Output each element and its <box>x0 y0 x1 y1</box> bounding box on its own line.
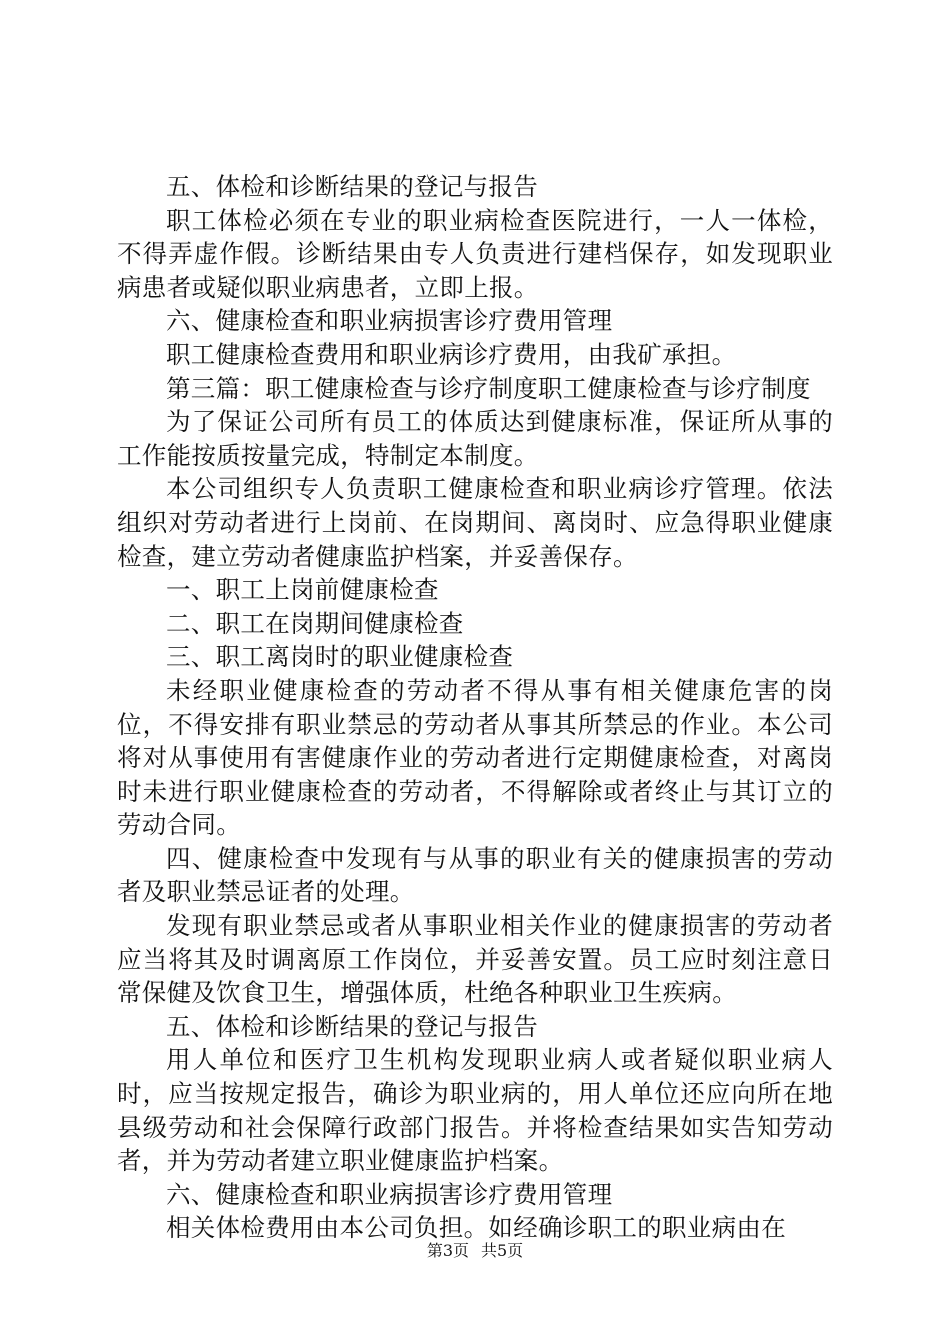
page-footer <box>0 1241 950 1261</box>
heading-one-pre-job: 一、职工上岗前健康检查 <box>166 575 439 605</box>
paragraph-reporting: 用人单位和医疗卫生机构发现职业病人或者疑似职业病人时，应当按规定报告，确诊为职业病的，用人单位还应向所在地县级劳动和社会保障行政部门报告。并将检查结果如实告知劳动者，并为劳动者建立职业健康监护档案。 <box>117 1045 833 1176</box>
paragraph-fees-borne: 职工健康检查费用和职业病诊疗费用，由我矿承担。 <box>166 339 737 369</box>
heading-five-registration-2: 五、体检和诊断结果的登记与报告 <box>166 1011 538 1041</box>
heading-five-registration: 五、体检和诊断结果的登记与报告 <box>166 172 538 201</box>
document-body <box>117 170 833 1245</box>
heading-two-on-job: 二、职工在岗期间健康检查 <box>166 608 464 638</box>
heading-three-leaving: 三、职工离岗时的职业健康检查 <box>166 642 514 672</box>
heading-six-fees-2: 六、健康检查和职业病损害诊疗费用管理 <box>166 1179 613 1209</box>
heading-four-handling: 四、健康检查中发现有与从事的职业有关的健康损害的劳动者及职业禁忌证者的处理。 <box>117 843 833 907</box>
heading-six-fees: 六、健康检查和职业病损害诊疗费用管理 <box>166 306 613 336</box>
page-total: 共5页 <box>481 1241 524 1260</box>
paragraph-no-exam-rules: 未经职业健康检查的劳动者不得从事有相关健康危害的岗位，不得安排有职业禁忌的劳动者从事其所禁忌的作业。本公司将对从事使用有害健康作业的劳动者进行定期健康检查，对离岗时未进行职业健康检查的劳动者，不得解除或者终止与其订立的劳动合同。 <box>117 675 833 840</box>
paragraph-relocation: 发现有职业禁忌或者从事职业相关作业的健康损害的劳动者应当将其及时调离原工作岗位，并妥善安置。员工应时刻注意日常保健及饮食卫生，增强体质，杜绝各种职业卫生疾病。 <box>117 911 833 1008</box>
paragraph-fees-company: 相关体检费用由本公司负担。如经确诊职工的职业病由在 <box>166 1213 786 1243</box>
paragraph-purpose: 为了保证公司所有员工的体质达到健康标准，保证所从事的工作能按质按量完成，特制定本制度。 <box>117 407 833 470</box>
page-number: 第3页 <box>426 1241 469 1260</box>
section-title-part-three: 第三篇：职工健康检查与诊疗制度职工健康检查与诊疗制度 <box>166 373 811 403</box>
paragraph-physical-exam: 职工体检必须在专业的职业病检查医院进行，一人一体检，不得弄虚作假。诊断结果由专人负责进行建档保存，如发现职业病患者或疑似职业病患者，立即上报。 <box>117 205 833 302</box>
paragraph-organization: 本公司组织专人负责职工健康检查和职业病诊疗管理。依法组织对劳动者进行上岗前、在岗期间、离岗时、应急得职业健康检查，建立劳动者健康监护档案，并妥善保存。 <box>117 474 833 571</box>
